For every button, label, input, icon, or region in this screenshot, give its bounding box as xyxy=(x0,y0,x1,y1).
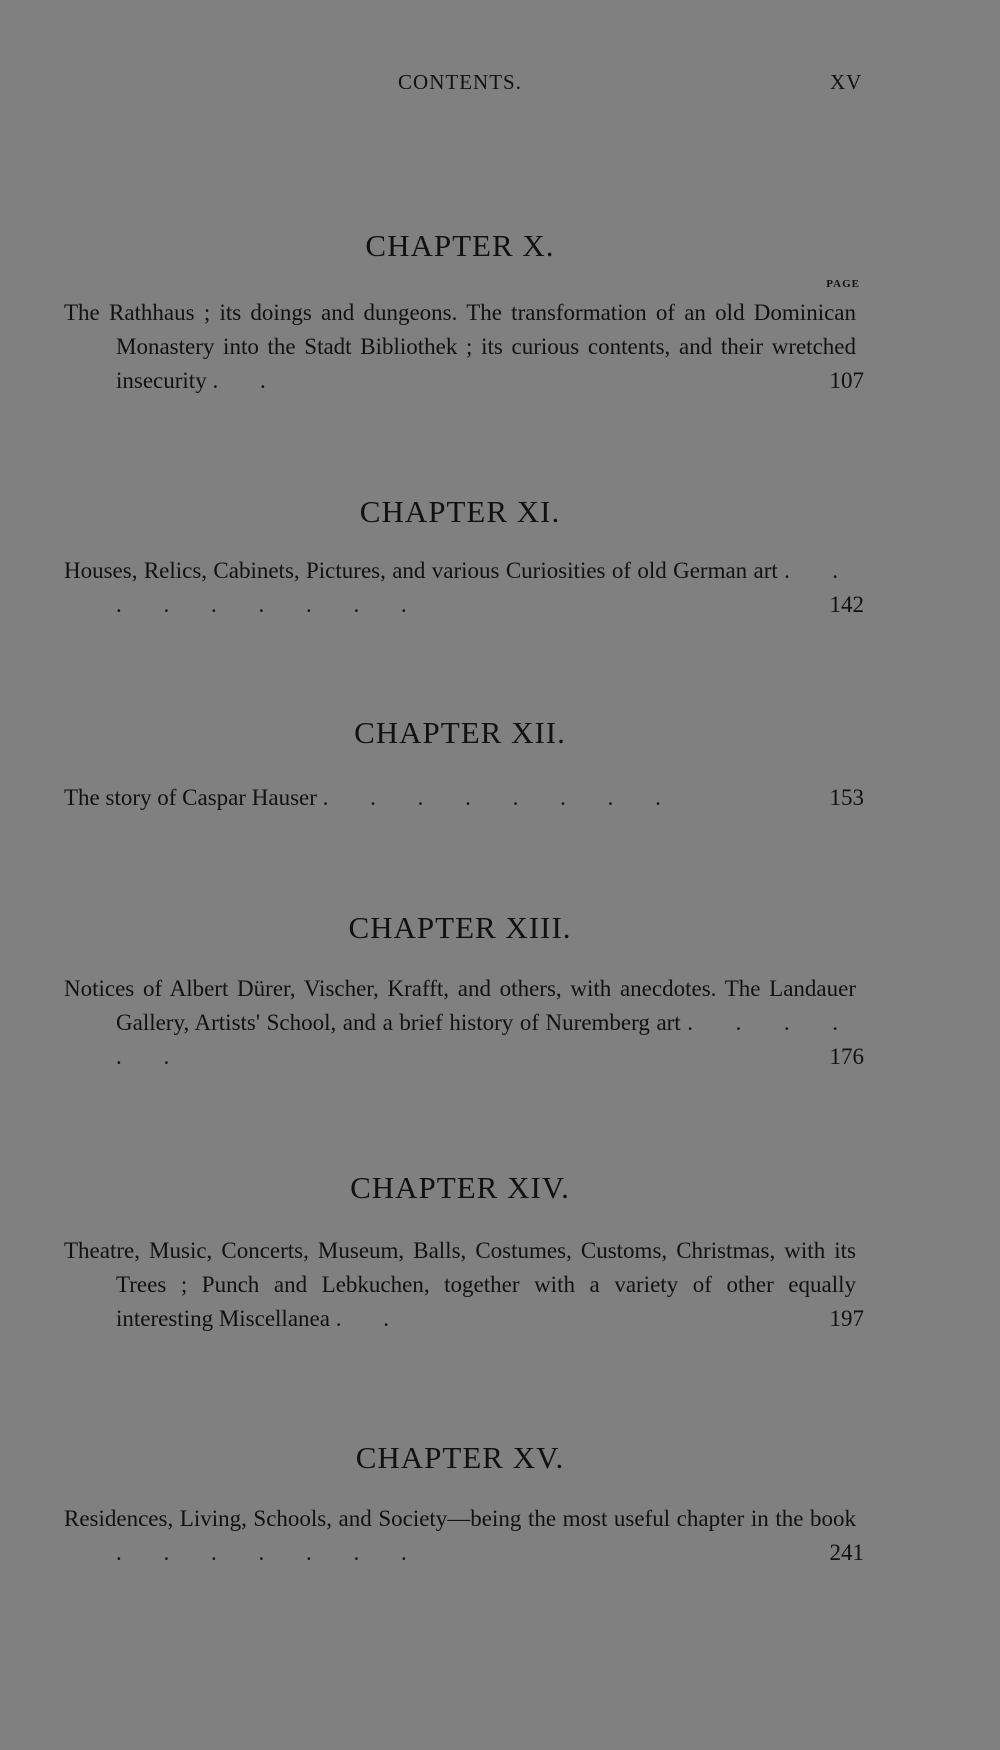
toc-entry xyxy=(64,781,864,815)
page-folio: XV xyxy=(830,70,863,94)
entry-page-number: 107 xyxy=(829,368,864,393)
running-title: CONTENTS. xyxy=(398,70,522,94)
dot-leader: . . . . . . . . . xyxy=(116,558,857,617)
chapter-heading: CHAPTER X. xyxy=(365,228,555,263)
toc-entry xyxy=(64,1502,864,1570)
entry-page-number: 153 xyxy=(829,785,864,810)
chapter-heading: CHAPTER XIII. xyxy=(348,910,572,945)
entry-page-number: 241 xyxy=(829,1540,864,1565)
toc-entry xyxy=(64,972,864,1074)
dot-leader: . . xyxy=(335,1306,407,1331)
chapter-heading: CHAPTER XIV. xyxy=(350,1170,570,1205)
entry-description: Notices of Albert Dürer, Vischer, Krafft, and others, with anecdotes. The Landauer Gallery, Artists' School, and a brief history of Nuremberg art xyxy=(64,976,856,1035)
toc-entry xyxy=(64,1234,864,1336)
chapter-heading: CHAPTER XI. xyxy=(359,494,561,529)
chapter-heading: CHAPTER XV. xyxy=(355,1440,565,1475)
toc-entry xyxy=(64,554,864,622)
dot-leader: . . xyxy=(212,368,284,393)
dot-leader: . . . . . . xyxy=(116,1010,857,1069)
entry-description: The Rathhaus ; its doings and dungeons. The transformation of an old Dominican Monastery into the Stadt Bibliothek ; its curious contents, and their wretched insecurity xyxy=(64,300,856,393)
chapter-heading: CHAPTER XII. xyxy=(354,715,566,750)
entry-description: Residences, Living, Schools, and Society—being the most useful chapter in the book xyxy=(64,1506,856,1531)
entry-description: Houses, Relics, Cabinets, Pictures, and various Curiosities of old German art xyxy=(64,558,778,583)
dot-leader: . . . . . . . . xyxy=(322,785,679,810)
entry-description: The story of Caspar Hauser xyxy=(64,785,317,810)
entry-page-number: 197 xyxy=(829,1306,864,1331)
running-head xyxy=(0,70,1000,100)
page-column-label: PAGE xyxy=(826,278,860,290)
entry-page-number: 176 xyxy=(829,1044,864,1069)
entry-description: Theatre, Music, Concerts, Museum, Balls, Costumes, Customs, Christmas, with its Trees ; Punch and Lebkuchen, together with a variety of other equally interesting Miscellanea xyxy=(64,1238,856,1331)
entry-page-number: 142 xyxy=(829,592,864,617)
toc-entry xyxy=(64,296,864,398)
dot-leader: . . . . . . . xyxy=(116,1540,425,1565)
